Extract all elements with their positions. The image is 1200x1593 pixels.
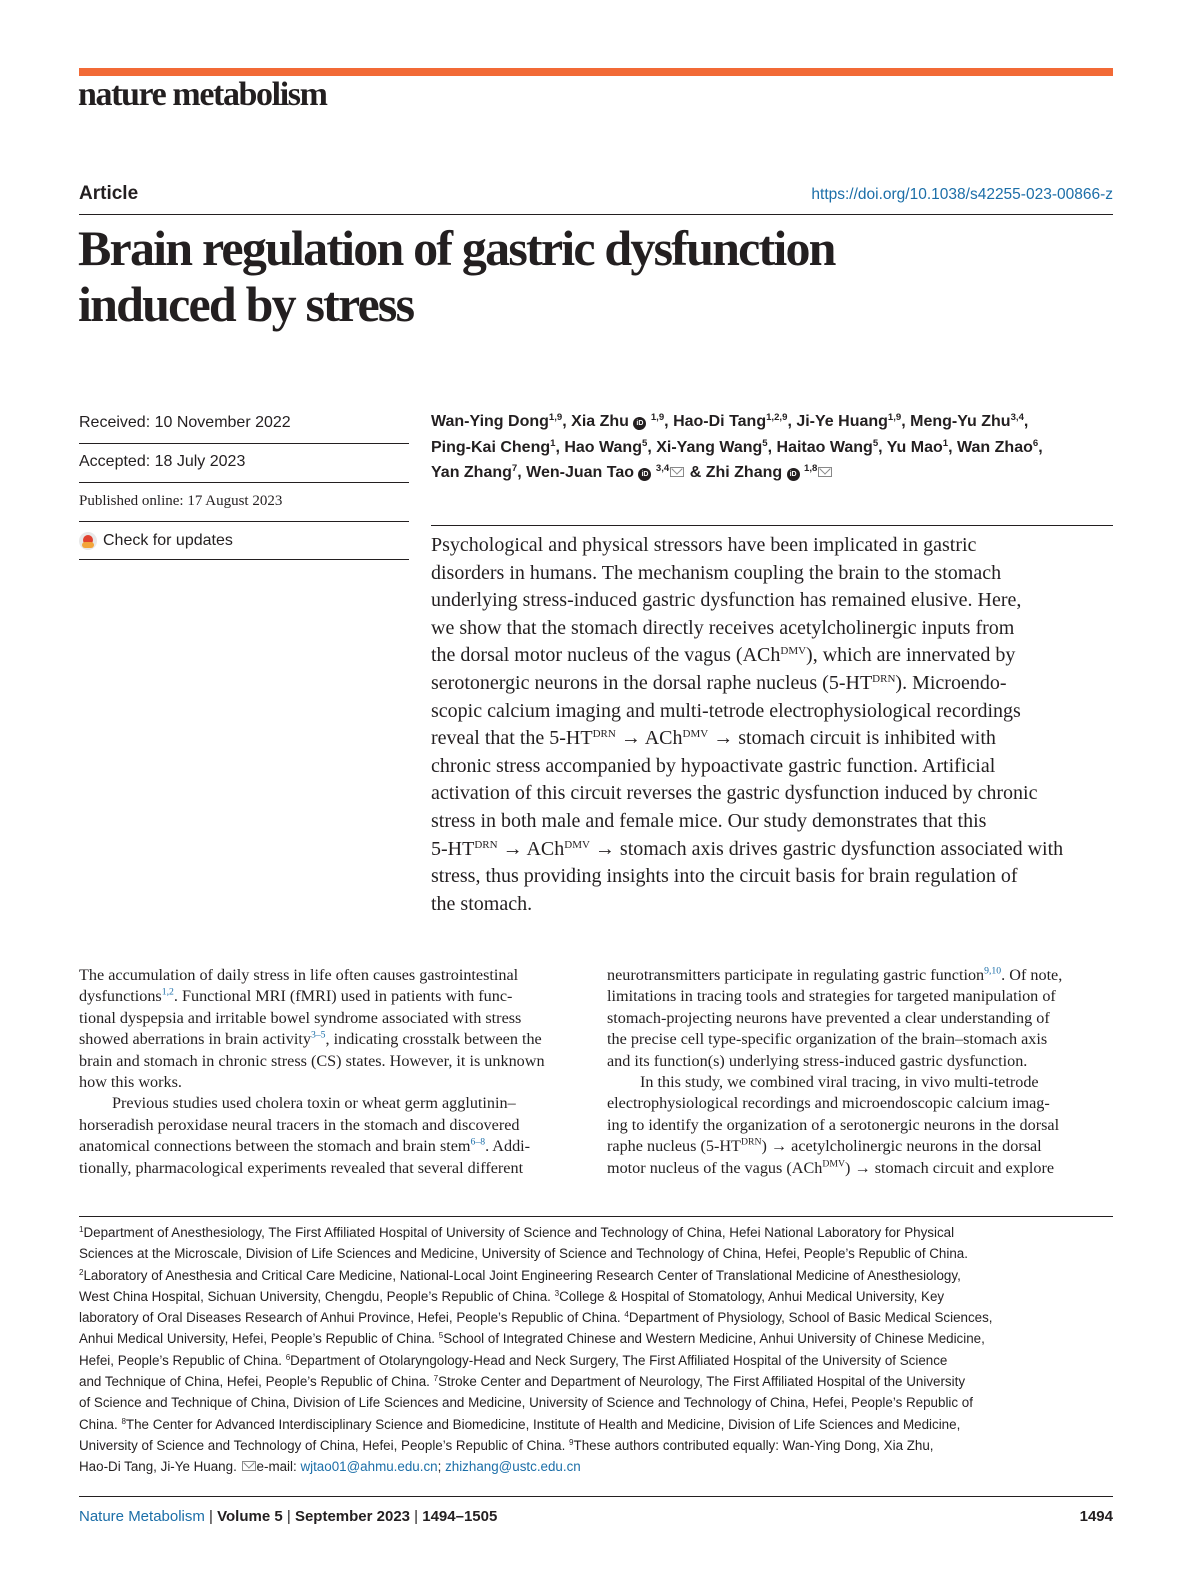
body-text: neurotransmitters participate in regulating gastric function: [607, 966, 985, 984]
body-text: dysfunctions: [79, 987, 162, 1006]
author-affiliation: 3,4: [655, 462, 670, 474]
body-column-right: [607, 965, 1117, 1179]
footer-date: September 2023: [294, 1508, 411, 1525]
author-affiliation: 1,9: [887, 411, 902, 423]
published-date: Published online: 17 August 2023: [79, 483, 409, 522]
affiliation-number: 2: [79, 1267, 84, 1277]
affiliation-line: [79, 1371, 1119, 1392]
author-name[interactable]: Xi-Yang Wang: [656, 438, 763, 456]
body-line: and its function(s) underlying stress-induced gastric dysfunction.: [607, 1051, 1028, 1070]
author-affiliation: 1: [942, 437, 949, 449]
body-line: In this study, we combined viral tracing, in vivo multi-tetrode: [640, 1073, 1039, 1092]
abstract-text: → stomach axis drives gastric dysfunction associated with: [589, 837, 1064, 860]
abstract-sup: DRN: [474, 838, 498, 851]
title-line: Brain regulation of gastric dysfunction: [78, 220, 835, 276]
affiliation-line: [79, 1307, 1119, 1328]
body-text: ) → stomach circuit and explore: [845, 1158, 1055, 1177]
body-line: [607, 1136, 1117, 1157]
footer-journal-link[interactable]: Nature Metabolism: [79, 1508, 205, 1525]
orcid-icon[interactable]: iD: [638, 468, 651, 481]
affiliation-number: 1: [79, 1224, 84, 1234]
body-sup: DMV: [822, 1158, 846, 1170]
abstract: [431, 532, 1121, 918]
author-name[interactable]: Yan Zhang: [431, 464, 512, 481]
journal-logo: nature metabolism: [78, 76, 327, 113]
author-affiliation: 5: [641, 437, 648, 449]
affiliation-text: Anhui Medical University, Hefei, People’s Republic of China.: [79, 1331, 439, 1347]
affiliation-line: [79, 1435, 1119, 1456]
body-text: , indicating crosstalk between the: [325, 1030, 542, 1049]
affiliation-text: These authors contributed equally: Wan-Ying Dong, Xia Zhu,: [573, 1437, 934, 1453]
email-icon: [242, 1461, 256, 1471]
body-line: [79, 1136, 589, 1157]
body-text: motor nucleus of the vagus (ACh: [607, 1158, 823, 1177]
affiliation-text: China.: [79, 1416, 122, 1432]
abstract-line: we show that the stomach directly receives acetylcholinergic inputs from: [431, 616, 1015, 639]
abstract-line: underlying stress-induced gastric dysfunction has remained elusive. Here,: [431, 589, 1022, 612]
body-line: horseradish peroxidase neural tracers in the stomach and discovered: [79, 1115, 520, 1134]
footer-divider: [79, 1496, 1113, 1497]
abstract-text: → ACh: [497, 837, 565, 860]
abstract-text: → ACh: [615, 727, 683, 750]
affiliation-text: The Center for Advanced Interdisciplinary Science and Biomedicine, Institute of Health and Medicine, Division of Life Sciences and Medicine,: [125, 1416, 961, 1432]
author-name[interactable]: Xia Zhu: [571, 413, 629, 430]
author-affiliation: 7: [511, 462, 518, 474]
doi-link[interactable]: https://doi.org/10.1038/s42255-023-00866-z: [811, 186, 1113, 203]
abstract-text: serotonergic neurons in the dorsal raphe nucleus (5-HT: [431, 671, 873, 694]
affiliation-number: 6: [285, 1352, 291, 1362]
abstract-line: stress in both male and female mice. Our study demonstrates that this: [431, 809, 987, 832]
affiliation-text: Department of Physiology, School of Basic Medical Sciences,: [628, 1310, 993, 1326]
check-updates-icon: [79, 532, 97, 550]
page-number: 1494: [1079, 1508, 1113, 1525]
body-text: ) → acetylcholinergic neurons in the dorsal: [761, 1137, 1042, 1156]
abstract-text: the dorsal motor nucleus of the vagus (ACh: [431, 644, 781, 667]
author-name[interactable]: Ping-Kai Cheng: [431, 438, 551, 456]
author-name[interactable]: Hao-Di Tang: [673, 413, 767, 430]
abstract-divider: [431, 525, 1113, 526]
body-text: . Addi-: [485, 1137, 531, 1156]
affiliation-text: Hao-Di Tang, Ji-Ye Huang.: [79, 1459, 241, 1475]
footer-separator: |: [410, 1508, 423, 1525]
affiliation-number: 4: [624, 1309, 629, 1319]
body-line: stomach-projecting neurons have prevented a clear understanding of: [607, 1008, 1050, 1027]
abstract-line: disorders in humans. The mechanism coupling the brain to the stomach: [431, 561, 1002, 584]
check-updates-label: Check for updates: [103, 531, 233, 549]
abstract-sup: DMV: [780, 645, 807, 658]
abstract-line: scopic calcium imaging and multi-tetrode electrophysiological recordings: [431, 699, 1021, 722]
affiliation-text: Laboratory of Anesthesia and Critical Care Medicine, National-Local Joint Engineering Research Center of Translational Medicine of Anesthesiology,: [83, 1267, 961, 1283]
email-label: e-mail:: [256, 1459, 301, 1475]
author-name[interactable]: Zhi Zhang: [705, 464, 783, 481]
email-icon[interactable]: [670, 467, 684, 477]
citation-link[interactable]: 9,10: [984, 965, 1002, 977]
abstract-text: → stomach circuit is inhibited with: [708, 727, 996, 750]
citation-link[interactable]: 1,2: [161, 987, 174, 999]
affiliation-text: School of Integrated Chinese and Western Medicine, Anhui University of Chinese Medicine,: [443, 1331, 985, 1347]
email-link[interactable]: wjtao01@ahmu.edu.cn: [300, 1459, 438, 1475]
affiliation-number: 7: [433, 1373, 439, 1383]
footer-separator: |: [282, 1508, 295, 1525]
body-sup: DRN: [740, 1136, 762, 1148]
affiliation-line: [79, 1456, 1119, 1477]
abstract-sup: DMV: [682, 728, 709, 741]
body-line: The accumulation of daily stress in life often causes gastrointestinal: [79, 966, 519, 984]
abstract-line: chronic stress accompanied by hypoactivate gastric function. Artificial: [431, 754, 996, 777]
article-dates: [79, 405, 409, 560]
affiliation-text: Stroke Center and Department of Neurology, The First Affiliated Hospital of the University: [438, 1374, 966, 1390]
abstract-text: ), which are innervated by: [806, 644, 1016, 667]
affiliation-number: 9: [569, 1437, 574, 1447]
affiliation-text: and Technique of China, Hefei, People’s Republic of China.: [79, 1374, 434, 1390]
author-line: Wan-Ying Dong$^{1,9}$, Xia Zhu iD $^{1,9}$, Hao-Di Tang$^{1,2,9}$, Ji-Ye Huang$^{1,9}$, Meng-Yu Zhu$^{3,4}$,: [431, 411, 1029, 430]
body-line: electrophysiological recordings and microendoscopic calcium imag-: [607, 1094, 1050, 1113]
header-accent-bar: [79, 68, 1113, 76]
affiliation-line: [79, 1328, 1119, 1349]
author-affiliation: 5: [762, 437, 768, 449]
abstract-text: reveal that the 5-HT: [431, 727, 593, 750]
author-line: Ping-Kai Cheng$^1$, Hao Wang$^5$, Xi-Yang Wang$^5$, Haitao Wang$^5$, Yu Mao$^1$, Wan Zhao$^6$,: [431, 437, 1043, 456]
author-name[interactable]: Wan-Ying Dong: [431, 413, 549, 430]
body-text: raphe nucleus (5-HT: [607, 1137, 741, 1156]
body-text: anatomical connections between the stomach and brain stem: [79, 1137, 471, 1156]
body-text: . Of note,: [1001, 966, 1063, 984]
body-line: limitations in tracing tools and strategies for targeted manipulation of: [607, 987, 1056, 1006]
body-column-left: [79, 965, 589, 1179]
author-affiliation: 1,9: [548, 411, 563, 423]
footer-pages: 1494–1505: [422, 1508, 498, 1525]
orcid-icon[interactable]: iD: [787, 468, 800, 481]
body-line: Previous studies used cholera toxin or wheat germ agglutinin–: [112, 1094, 516, 1113]
abstract-sup: DMV: [564, 838, 590, 851]
author-name[interactable]: Hao Wang: [564, 438, 642, 456]
author-name[interactable]: Ji-Ye Huang: [796, 413, 888, 430]
title-line: induced by stress: [78, 276, 414, 332]
author-affiliation: 1: [550, 437, 556, 449]
email-link[interactable]: zhizhang@ustc.edu.cn: [445, 1459, 581, 1475]
author-line: Yan Zhang$^7$, Wen-Juan Tao iD $^{3,4}$ & Zhi Zhang iD $^{1,8}$: [431, 460, 1121, 486]
body-line: [607, 965, 1117, 986]
article-title: [78, 220, 1118, 332]
affiliation-text: Department of Otolaryngology-Head and Neck Surgery, The First Affiliated Hospital of the University of Science: [290, 1352, 948, 1368]
author-name[interactable]: Wan Zhao: [957, 438, 1033, 456]
author-affiliation: 1,9: [650, 411, 665, 423]
author-affiliation: 5: [872, 437, 879, 449]
abstract-line: [431, 836, 1121, 864]
abstract-line: activation of this circuit reverses the gastric dysfunction induced by chronic: [431, 782, 1038, 805]
author-name[interactable]: Meng-Yu Zhu: [910, 413, 1011, 430]
abstract-sup: DRN: [872, 672, 896, 685]
affiliation-text: University of Science and Technology of China, Hefei, People’s Republic of China.: [79, 1437, 570, 1453]
abstract-sup: DRN: [592, 728, 616, 741]
affiliation-number: 3: [554, 1288, 560, 1298]
author-affiliation: 6: [1032, 437, 1039, 449]
body-text: showed aberrations in brain activity: [79, 1030, 311, 1049]
article-type-label: Article: [79, 183, 139, 204]
email-icon[interactable]: [818, 467, 832, 477]
body-line: ing to identify the organization of a serotonergic neurons in the dorsal: [607, 1115, 1060, 1134]
affiliations: [79, 1222, 1119, 1478]
author-name[interactable]: Wen-Juan Tao: [526, 464, 634, 481]
body-line: brain and stomach in chronic stress (CS) states. However, it is unknown: [79, 1051, 545, 1070]
affiliation-line: [79, 1222, 1119, 1243]
received-date: Received: 10 November 2022: [79, 405, 409, 444]
body-line: tional dyspepsia and irritable bowel syndrome associated with stress: [79, 1008, 522, 1027]
footer-separator: |: [204, 1508, 218, 1525]
affiliation-text: Hefei, People’s Republic of China.: [79, 1352, 286, 1368]
abstract-text: 5-HT: [431, 837, 475, 860]
abstract-line: Psychological and physical stressors have been implicated in gastric: [431, 534, 977, 556]
accepted-date: Accepted: 18 July 2023: [79, 444, 409, 483]
body-line: [79, 1029, 589, 1050]
abstract-line: [431, 642, 1121, 670]
affiliation-text: College & Hospital of Stomatology, Anhui Medical University, Key: [559, 1288, 945, 1304]
author-affiliation: 3,4: [1010, 411, 1024, 423]
affiliation-line: [79, 1265, 1119, 1286]
header-divider: [79, 214, 1113, 215]
affiliation-text: Department of Anesthesiology, The First Affiliated Hospital of University of Science and Technology of China, Hefei National Laboratory for Physical: [83, 1225, 955, 1240]
footer-volume: Volume 5: [217, 1508, 283, 1525]
affiliation-line: [79, 1414, 1119, 1435]
author-name[interactable]: Haitao Wang: [776, 438, 873, 456]
footer-citation: [79, 1508, 497, 1525]
affiliation-line: Sciences at the Microscale, Division of Life Sciences and Medicine, University of Science and Technology of China, Hefei, People’s Republic of China.: [79, 1246, 968, 1262]
author-affiliation: 1,2,9: [766, 411, 788, 423]
author-name[interactable]: Yu Mao: [886, 438, 943, 456]
orcid-icon[interactable]: iD: [633, 417, 646, 430]
body-text: . Functional MRI (fMRI) used in patients with func-: [173, 987, 513, 1006]
citation-link[interactable]: 6–8: [470, 1136, 486, 1148]
body-line: the precise cell type-specific organization of the brain–stomach axis: [607, 1030, 1048, 1049]
affiliation-line: [79, 1286, 1119, 1307]
body-line: [607, 1158, 1117, 1179]
citation-link[interactable]: 3–5: [310, 1029, 326, 1041]
author-affiliation: 1,8: [804, 462, 818, 474]
affiliation-line: of Science and Technique of China, Division of Life Sciences and Medicine, University of Science and Technology of China, Hefei, People’s Republic of: [79, 1395, 973, 1411]
abstract-line: stress, thus providing insights into the circuit basis for brain regulation of: [431, 865, 1018, 888]
affiliation-number: 8: [121, 1416, 126, 1426]
abstract-line: [431, 725, 1121, 753]
body-line: tionally, pharmacological experiments revealed that several different: [79, 1158, 524, 1177]
abstract-text: ). Microendo-: [895, 671, 1007, 694]
body-line: [79, 986, 589, 1007]
affiliation-line: [79, 1350, 1119, 1371]
affiliation-text: West China Hospital, Sichuan University, Chengdu, People’s Republic of China.: [79, 1288, 555, 1304]
abstract-line: [431, 670, 1121, 698]
email-separator: ;: [437, 1459, 446, 1475]
check-for-updates-button[interactable]: [79, 522, 409, 560]
affiliations-divider: [79, 1216, 1113, 1217]
body-line: how this works.: [79, 1073, 182, 1092]
author-list: [431, 409, 1121, 486]
abstract-line: the stomach.: [431, 892, 533, 915]
affiliation-number: 5: [438, 1331, 444, 1341]
affiliation-text: laboratory of Oral Diseases Research of Anhui Province, Hefei, People’s Republic of China.: [79, 1310, 625, 1326]
